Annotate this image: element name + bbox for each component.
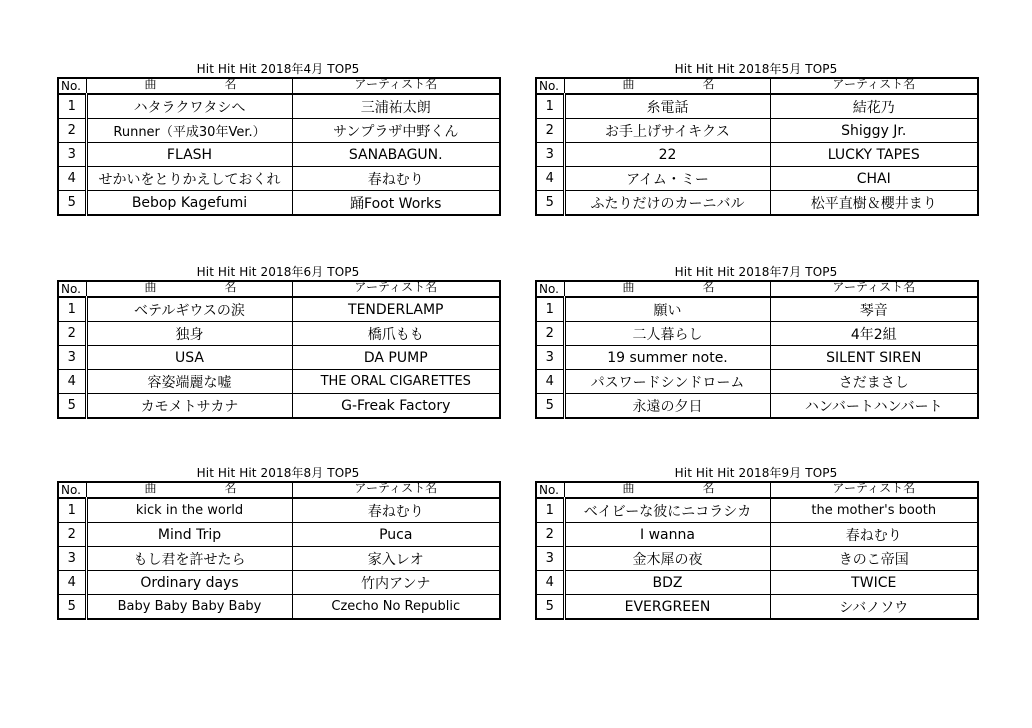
artist-name: DA PUMP bbox=[292, 346, 500, 370]
rank-number: 1 bbox=[536, 94, 564, 119]
ranking-table bbox=[535, 280, 979, 419]
header-title bbox=[86, 78, 292, 94]
artist-name: CHAI bbox=[770, 167, 978, 191]
song-title: I wanna bbox=[564, 523, 770, 547]
header-row bbox=[536, 482, 978, 498]
artist-name: 家入レオ bbox=[292, 547, 500, 571]
artist-name: サンプラザ中野くん bbox=[292, 119, 500, 143]
header-artist bbox=[770, 281, 978, 297]
song-title: FLASH bbox=[86, 143, 292, 167]
ranking-rows bbox=[58, 297, 500, 418]
artist-name: Shiggy Jr. bbox=[770, 119, 978, 143]
artist-name: さだまさし bbox=[770, 370, 978, 394]
header-title-char-1: 曲 bbox=[622, 281, 635, 294]
artist-name: 春ねむり bbox=[770, 523, 978, 547]
header-artist-label: アーティスト名 bbox=[832, 78, 916, 91]
ranking-rows bbox=[536, 297, 978, 418]
song-title: パスワードシンドローム bbox=[564, 370, 770, 394]
rank-number: 3 bbox=[58, 143, 86, 167]
table-row bbox=[536, 394, 978, 419]
song-title: Bebop Kagefumi bbox=[86, 191, 292, 216]
table-row bbox=[58, 94, 500, 119]
header-artist-label: アーティスト名 bbox=[832, 281, 916, 294]
song-title: 独身 bbox=[86, 322, 292, 346]
table-row bbox=[536, 297, 978, 322]
rank-number: 3 bbox=[58, 547, 86, 571]
song-title: Ordinary days bbox=[86, 571, 292, 595]
song-title: お手上げサイキクス bbox=[564, 119, 770, 143]
table-row bbox=[536, 322, 978, 346]
song-title: Baby Baby Baby Baby bbox=[86, 595, 292, 620]
song-title: Runner（平成30年Ver.） bbox=[86, 119, 292, 143]
artist-name: ハンバートハンバート bbox=[770, 394, 978, 419]
song-title: 糸電話 bbox=[564, 94, 770, 119]
table-row bbox=[536, 167, 978, 191]
artist-name: 4年2組 bbox=[770, 322, 978, 346]
header-title-char-2: 名 bbox=[224, 482, 237, 495]
artist-name: 橋爪もも bbox=[292, 322, 500, 346]
header-title bbox=[86, 482, 292, 498]
table-row bbox=[536, 595, 978, 620]
header-title-char-1: 曲 bbox=[622, 78, 635, 91]
song-title: ベテルギウスの涙 bbox=[86, 297, 292, 322]
artist-name: SANABAGUN. bbox=[292, 143, 500, 167]
chart-title: Hit Hit Hit 2018年9月 TOP5 bbox=[674, 466, 838, 480]
table-row bbox=[536, 547, 978, 571]
rank-number: 3 bbox=[58, 346, 86, 370]
artist-name: Puca bbox=[292, 523, 500, 547]
song-title: ハタラクワタシへ bbox=[86, 94, 292, 119]
chart-title: Hit Hit Hit 2018年6月 TOP5 bbox=[196, 265, 360, 279]
song-title: カモメトサカナ bbox=[86, 394, 292, 419]
table-row bbox=[58, 498, 500, 523]
chart-title: Hit Hit Hit 2018年8月 TOP5 bbox=[196, 466, 360, 480]
header-artist bbox=[292, 78, 500, 94]
ranking-table bbox=[57, 481, 501, 620]
ranking-rows bbox=[58, 94, 500, 215]
rank-number: 4 bbox=[58, 370, 86, 394]
rank-number: 2 bbox=[536, 322, 564, 346]
chart-title: Hit Hit Hit 2018年4月 TOP5 bbox=[196, 62, 360, 76]
header-artist bbox=[292, 281, 500, 297]
artist-name: THE ORAL CIGARETTES bbox=[292, 370, 500, 394]
rank-number: 4 bbox=[536, 370, 564, 394]
table-row bbox=[536, 498, 978, 523]
table-row bbox=[536, 94, 978, 119]
header-artist bbox=[770, 78, 978, 94]
header-title bbox=[564, 482, 770, 498]
table-row bbox=[536, 523, 978, 547]
table-row bbox=[58, 571, 500, 595]
header-title bbox=[564, 78, 770, 94]
table-row bbox=[58, 346, 500, 370]
rank-number: 2 bbox=[536, 523, 564, 547]
rank-number: 1 bbox=[58, 498, 86, 523]
header-title-char-1: 曲 bbox=[144, 482, 157, 495]
header-no: No. bbox=[58, 482, 86, 498]
song-title: USA bbox=[86, 346, 292, 370]
artist-name: 竹内アンナ bbox=[292, 571, 500, 595]
artist-name: 松平直樹＆櫻井まり bbox=[770, 191, 978, 216]
header-row bbox=[58, 281, 500, 297]
header-title bbox=[564, 281, 770, 297]
chart-block-september bbox=[535, 466, 977, 620]
table-row bbox=[58, 191, 500, 216]
table-row bbox=[58, 370, 500, 394]
header-title-char-2: 名 bbox=[702, 281, 715, 294]
table-row bbox=[58, 595, 500, 620]
table-row bbox=[58, 119, 500, 143]
header-title-char-2: 名 bbox=[702, 482, 715, 495]
song-title: BDZ bbox=[564, 571, 770, 595]
artist-name: 三浦祐太朗 bbox=[360, 99, 431, 116]
chart-block-april bbox=[57, 62, 499, 216]
song-title: 願い bbox=[564, 297, 770, 322]
song-title: Mind Trip bbox=[86, 523, 292, 547]
table-row bbox=[58, 143, 500, 167]
rank-number: 5 bbox=[58, 595, 86, 620]
table-row bbox=[58, 322, 500, 346]
header-title-char-1: 曲 bbox=[622, 482, 635, 495]
ranking-table bbox=[535, 77, 979, 216]
header-artist-label: アーティスト名 bbox=[354, 78, 438, 91]
rank-number: 4 bbox=[536, 571, 564, 595]
rank-number: 4 bbox=[536, 167, 564, 191]
header-artist-label: アーティスト名 bbox=[832, 482, 916, 495]
ranking-table bbox=[57, 77, 501, 216]
rank-number: 3 bbox=[536, 547, 564, 571]
rank-number: 2 bbox=[536, 119, 564, 143]
header-title-char-2: 名 bbox=[702, 78, 715, 91]
rank-number: 4 bbox=[58, 571, 86, 595]
song-title: 二人暮らし bbox=[564, 322, 770, 346]
artist-name: きのこ帝国 bbox=[770, 547, 978, 571]
header-title bbox=[86, 281, 292, 297]
header-no: No. bbox=[536, 482, 564, 498]
header-artist-label: アーティスト名 bbox=[354, 482, 438, 495]
artist-name: 琴音 bbox=[859, 302, 888, 319]
artist-name: シバノソウ bbox=[770, 595, 978, 620]
artist-name: SILENT SIREN bbox=[770, 346, 978, 370]
table-row bbox=[536, 191, 978, 216]
rank-number: 5 bbox=[58, 191, 86, 216]
table-row bbox=[536, 143, 978, 167]
song-title: 永遠の夕日 bbox=[564, 394, 770, 419]
artist-name: TWICE bbox=[770, 571, 978, 595]
header-artist bbox=[292, 482, 500, 498]
song-title: ベイビーな彼にニコラシカ bbox=[564, 498, 770, 523]
header-row bbox=[58, 78, 500, 94]
chart-block-august bbox=[57, 466, 499, 620]
song-title: 22 bbox=[564, 143, 770, 167]
table-row bbox=[58, 523, 500, 547]
table-row bbox=[58, 167, 500, 191]
artist-name: LUCKY TAPES bbox=[770, 143, 978, 167]
artist-name: 踊Foot Works bbox=[292, 191, 500, 216]
header-row bbox=[58, 482, 500, 498]
chart-block-june bbox=[57, 265, 499, 419]
artist-name: 春ねむり bbox=[292, 167, 500, 191]
chart-block-july bbox=[535, 265, 977, 419]
header-no: No. bbox=[536, 78, 564, 94]
song-title: EVERGREEN bbox=[564, 595, 770, 620]
artist-name: the mother's booth bbox=[811, 503, 937, 518]
ranking-rows bbox=[536, 94, 978, 215]
song-title: 容姿端麗な嘘 bbox=[86, 370, 292, 394]
artist-name: G-Freak Factory bbox=[292, 394, 500, 419]
table-row bbox=[58, 394, 500, 419]
rank-number: 5 bbox=[58, 394, 86, 419]
table-row bbox=[58, 547, 500, 571]
header-row bbox=[536, 281, 978, 297]
ranking-rows bbox=[536, 498, 978, 619]
header-artist-label: アーティスト名 bbox=[354, 281, 438, 294]
rank-number: 2 bbox=[58, 119, 86, 143]
chart-title: Hit Hit Hit 2018年5月 TOP5 bbox=[674, 62, 838, 76]
table-row bbox=[536, 346, 978, 370]
header-row bbox=[536, 78, 978, 94]
song-title: せかいをとりかえしておくれ bbox=[86, 167, 292, 191]
artist-name: TENDERLAMP bbox=[348, 301, 444, 318]
song-title: もし君を許せたら bbox=[86, 547, 292, 571]
table-row bbox=[536, 370, 978, 394]
artist-name: 春ねむり bbox=[367, 503, 424, 520]
rank-number: 5 bbox=[536, 191, 564, 216]
header-no: No. bbox=[58, 281, 86, 297]
rank-number: 1 bbox=[536, 498, 564, 523]
chart-title: Hit Hit Hit 2018年7月 TOP5 bbox=[674, 265, 838, 279]
song-title: ふたりだけのカーニバル bbox=[564, 191, 770, 216]
header-title-char-1: 曲 bbox=[144, 78, 157, 91]
song-title: kick in the world bbox=[86, 498, 292, 523]
header-title-char-2: 名 bbox=[224, 78, 237, 91]
chart-block-may bbox=[535, 62, 977, 216]
ranking-table bbox=[535, 481, 979, 620]
header-artist bbox=[770, 482, 978, 498]
table-row bbox=[536, 571, 978, 595]
header-no: No. bbox=[536, 281, 564, 297]
rank-number: 5 bbox=[536, 595, 564, 620]
rank-number: 1 bbox=[58, 297, 86, 322]
header-title-char-1: 曲 bbox=[144, 281, 157, 294]
ranking-table bbox=[57, 280, 501, 419]
rank-number: 3 bbox=[536, 143, 564, 167]
header-no: No. bbox=[58, 78, 86, 94]
song-title: 金木犀の夜 bbox=[564, 547, 770, 571]
song-title: 19 summer note. bbox=[564, 346, 770, 370]
table-row bbox=[536, 119, 978, 143]
rank-number: 2 bbox=[58, 322, 86, 346]
song-title: アイム・ミー bbox=[564, 167, 770, 191]
ranking-rows bbox=[58, 498, 500, 619]
artist-name: 結花乃 bbox=[852, 99, 895, 116]
rank-number: 3 bbox=[536, 346, 564, 370]
header-title-char-2: 名 bbox=[224, 281, 237, 294]
rank-number: 1 bbox=[58, 94, 86, 119]
rank-number: 2 bbox=[58, 523, 86, 547]
artist-name: Czecho No Republic bbox=[292, 595, 500, 620]
rank-number: 5 bbox=[536, 394, 564, 419]
table-row bbox=[58, 297, 500, 322]
rank-number: 1 bbox=[536, 297, 564, 322]
rank-number: 4 bbox=[58, 167, 86, 191]
